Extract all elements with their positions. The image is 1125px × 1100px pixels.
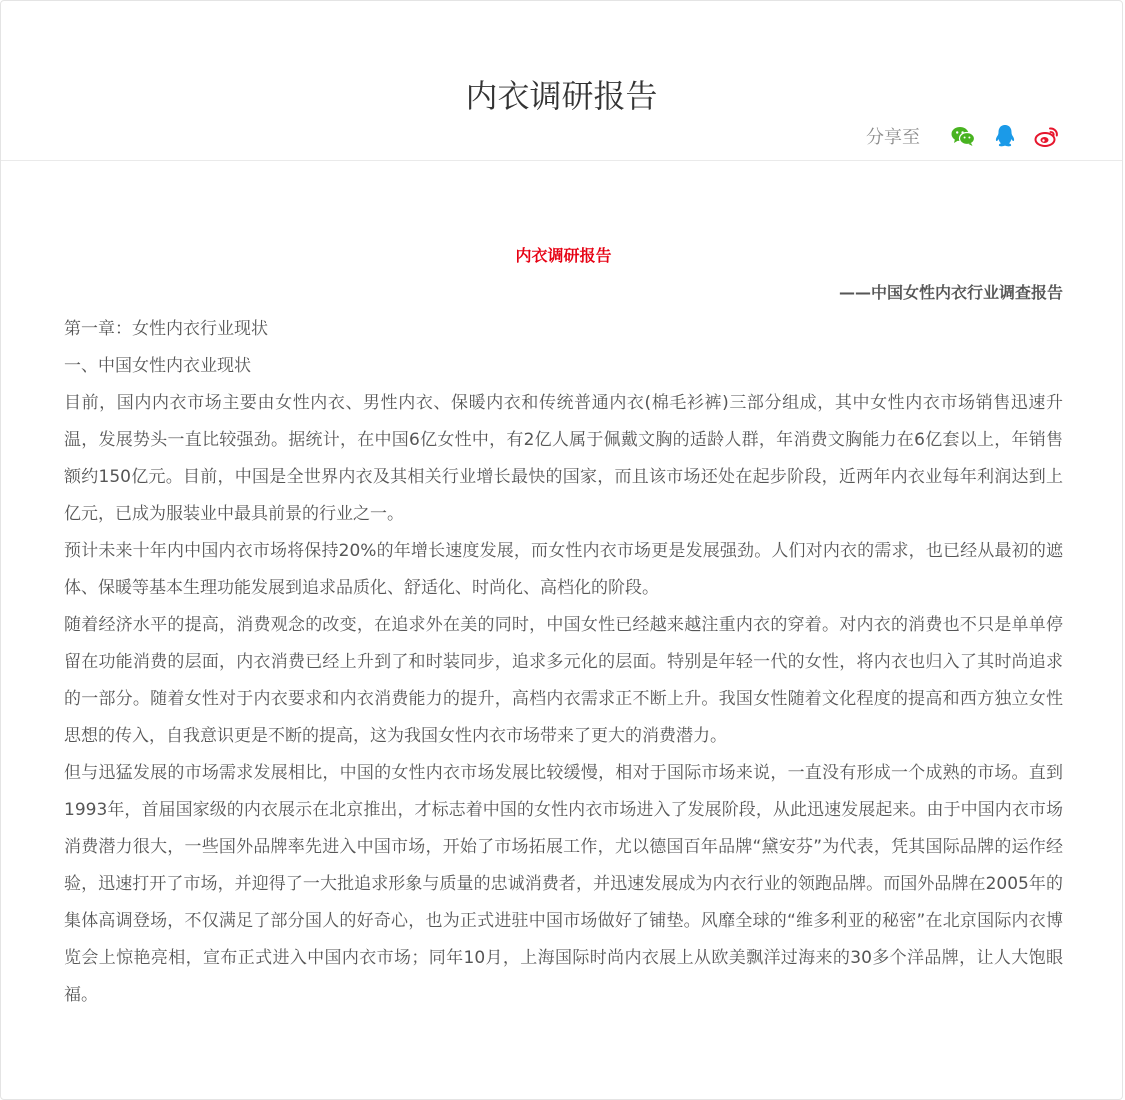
paragraph: 目前，国内内衣市场主要由女性内衣、男性内衣、保暖内衣和传统普通内衣(棉毛衫裤)三部分组成，其中女性内衣市场销售迅速升温，发展势头一直比较强劲。据统计，在中国6亿女性中，有2亿人属于佩戴文胸的适龄人群，年消费文胸能力在6亿套以上，年销售额约150亿元。目前，中国是全世界内衣及其相关行业增长最快的国家，而且该市场还处在起步阶段，近两年内衣业每年利润达到上亿元，已成为服装业中最具前景的行业之一。: [64, 393, 1063, 524]
qq-icon[interactable]: [992, 123, 1018, 149]
chapter-heading: 第一章：女性内衣行业现状: [64, 319, 268, 339]
share-label: 分享至: [866, 127, 920, 148]
share-bar: [866, 120, 1060, 152]
section-heading: 一、中国女性内衣业现状: [64, 356, 251, 376]
doc-subtitle: ——中国女性内衣行业调查报告: [838, 283, 1063, 302]
doc-title: 内衣调研报告: [515, 246, 612, 265]
page-title: 内衣调研报告: [465, 77, 658, 116]
paragraph: 预计未来十年内中国内衣市场将保持20%的年增长速度发展，而女性内衣市场更是发展强劲。人们对内衣的需求，也已经从最初的遮体、保暖等基本生理功能发展到追求品质化、舒适化、时尚化、高档化的阶段。: [64, 541, 1063, 598]
weibo-icon[interactable]: [1034, 123, 1060, 149]
paragraph: 随着经济水平的提高，消费观念的改变，在追求外在美的同时，中国女性已经越来越注重内衣的穿着。对内衣的消费也不只是单单停留在功能消费的层面，内衣消费已经上升到了和时装同步，追求多元化的层面。特别是年轻一代的女性，将内衣也归入了其时尚追求的一部分。随着女性对于内衣要求和内衣消费能力的提升，高档内衣需求正不断上升。我国女性随着文化程度的提高和西方独立女性思想的传入，自我意识更是不断的提高，这为我国女性内衣市场带来了更大的消费潜力。: [64, 615, 1063, 746]
paragraph: 但与迅猛发展的市场需求发展相比，中国的女性内衣市场发展比较缓慢，相对于国际市场来说，一直没有形成一个成熟的市场。直到1993年，首届国家级的内衣展示在北京推出，才标志着中国的女性内衣市场进入了发展阶段，从此迅速发展起来。由于中国内衣市场消费潜力很大，一些国外品牌率先进入中国市场，开始了市场拓展工作，尤以德国百年品牌“黛安芬”为代表，凭其国际品牌的运作经验，迅速打开了市场，并迎得了一大批追求形象与质量的忠诚消费者，并迅速发展成为内衣行业的领跑品牌。而国外品牌在2005年的集体高调登场，不仅满足了部分国人的好奇心，也为正式进驻中国市场做好了铺垫。风靡全球的“维多利亚的秘密”在北京国际内衣博览会上惊艳亮相，宣布正式进入中国内衣市场；同年10月，上海国际时尚内衣展上从欧美飘洋过海来的30多个洋品牌，让人大饱眼福。: [64, 763, 1063, 1005]
article-content: [64, 237, 1063, 1014]
article-header: [1, 1, 1122, 161]
wechat-icon[interactable]: [950, 123, 976, 149]
